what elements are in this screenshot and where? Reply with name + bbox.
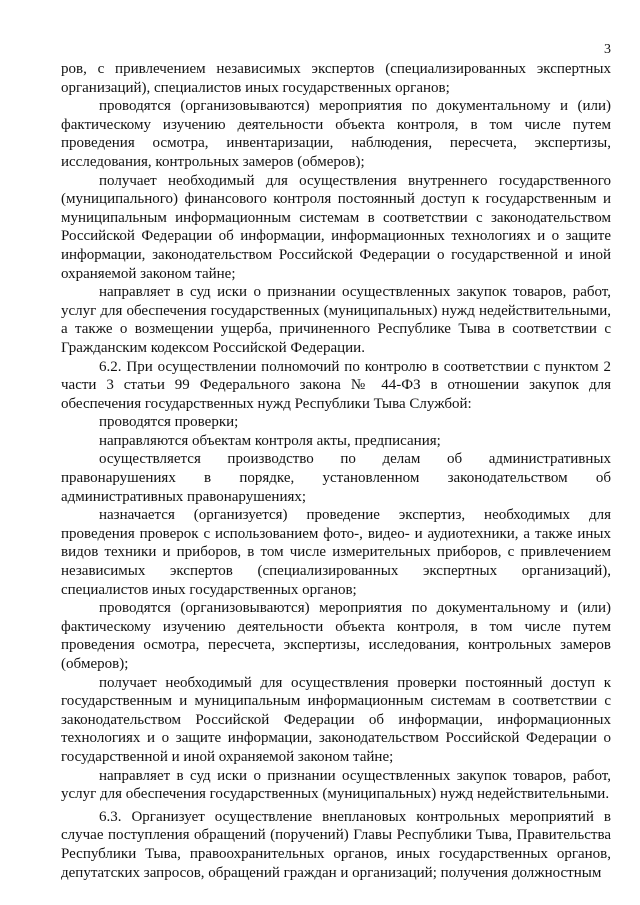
paragraph-11: получает необходимый для осуществления проверки постоянный доступ к государственным и муниципальным информационным системам в соответствии с законодательством Российской Федерации об информации, информационных технологиях и о защите информации, законодательством Российской Федерации о государственной и иной охраняемой законом тайне; — [61, 674, 611, 765]
paragraph-9: назначается (организуется) проведение экспертиз, необходимых для проведения проверок с использованием фото-, видео- и аудиотехники, а также иных видов техники и приборов, в том числе измерительных приборов, с привлечением независимых экспертов (специализированных экспертных организаций), специалистов иных государственных органов; — [61, 507, 611, 598]
paragraph-7: направляются объектам контроля акты, предписания; — [99, 432, 441, 449]
page-number: 3 — [604, 42, 611, 57]
paragraph-2: проводятся (организовываются) мероприятия по документальному и (или) фактическому изучению деятельности объекта контроля, в том числе путем проведения осмотра, инвентаризации, наблюдения, пересчета, экспертизы, исследования, контрольных замеров (обмеров); — [61, 98, 611, 170]
paragraph-8: осуществляется производство по делам об административных правонарушениях в порядке, установленном законодательством об административных правонарушениях; — [61, 451, 611, 505]
paragraph-1: ров, с привлечением независимых экспертов (специализированных экспертных организаций), специалистов иных государственных органов; — [61, 61, 611, 96]
paragraph-10: проводятся (организовываются) мероприятия по документальному и (или) фактическому изучению деятельности объекта контроля, в том числе путем проведения осмотра, пересчета, экспертизы, исследования, контрольных замеров (обмеров); — [61, 600, 611, 672]
paragraph-12: направляет в суд иски о признании осуществленных закупок товаров, работ, услуг для обеспечения государственных (муниципальных) нужд недействительными. — [61, 767, 611, 803]
document-body — [61, 60, 611, 882]
paragraph-6: проводятся проверки; — [99, 414, 239, 431]
paragraph-section-6-3: 6.3. Организует осуществление внеплановых контрольных мероприятий в случае поступления обращений (поручений) Главы Республики Тыва, Правительства Республики Тыва, правоохранительных органов, иных государственных органов, депутатских запросов, обращений граждан и организаций; получения должностным — [61, 808, 611, 881]
paragraph-section-6-2: 6.2. При осуществлении полномочий по контролю в соответствии с пунктом 2 части 3 статьи 99 Федерального закона № 44-ФЗ в отношении закупок для обеспечения государственных нужд Республики Тыва Службой: — [61, 358, 611, 412]
paragraph-3: получает необходимый для осуществления внутреннего государственного (муниципального) финансового контроля постоянный доступ к государственным и муниципальным информационным системам в соответствии с законодательством Российской Федерации об информации, информационных технологиях и о защите информации, законодательством Российской Федерации о государственной и иной охраняемой законом тайне; — [61, 172, 611, 282]
paragraph-4: направляет в суд иски о признании осуществленных закупок товаров, работ, услуг для обеспечения государственных (муниципальных) нужд недействительными, а также о возмещении ущерба, причиненного Республике Тыва в соответствии с Гражданским кодексом Российской Федерации. — [61, 284, 611, 356]
